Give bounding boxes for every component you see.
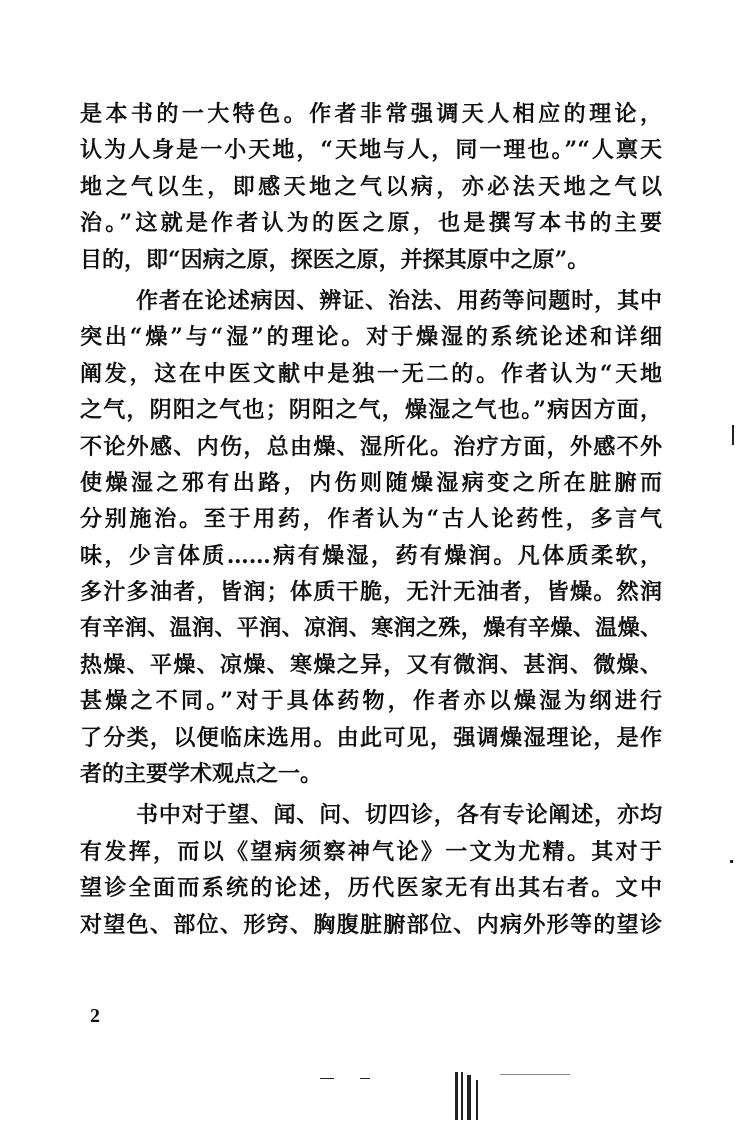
text-line: 望诊全面而系统的论述，历代医家无有出其右者。文中: [80, 875, 662, 902]
paragraph-2: [80, 283, 662, 792]
text-line: 目的，即“因病之原，探医之原，并探其原中之原”。: [80, 246, 590, 273]
text-line: 多汁多油者，皆润；体质干脆，无汁无油者，皆燥。然润: [80, 579, 662, 606]
page-number: 2: [90, 1005, 100, 1027]
text-line: 是本书的一大特色。作者非常强调天人相应的理论，: [80, 101, 662, 127]
text-line: 阐发，这在中医文献中是独一无二的。作者认为“天地: [80, 360, 662, 387]
text-line: 使燥湿之邪有出路，内伤则随燥湿病变之所在脏腑而: [80, 469, 662, 496]
text-line: 了分类，以便临床选用。由此可见，强调燥湿理论，是作: [80, 724, 662, 751]
text-line: 者的主要学术观点之一。: [80, 761, 323, 788]
text-line: 作者在论述病因、辨证、治法、用药等问题时，其中: [136, 287, 662, 314]
text-line: 热燥、平燥、凉燥、寒燥之异，又有微润、甚润、微燥、: [80, 651, 662, 678]
paragraph-3: [80, 797, 662, 943]
text-line: 书中对于望、闻、问、切四诊，各有专论阐述，亦均: [136, 802, 662, 829]
text-line: 突出“燥”与“湿”的理论。对于燥湿的系统论述和详细: [80, 324, 662, 351]
text-line: 认为人身是一小天地，“天地与人，同一理也。”“人禀天: [80, 137, 662, 164]
body-text: [80, 96, 662, 943]
text-line: 治。”这就是作者认为的医之原，也是撰写本书的主要: [80, 210, 662, 237]
paragraph-1: [80, 96, 662, 278]
text-line: 分别施治。至于用药，作者认为“古人论药性，多言气: [80, 506, 662, 533]
text-line: 味，少言体质……病有燥湿，药有燥润。凡体质柔软，: [80, 542, 662, 569]
text-line: 甚燥之不同。”对于具体药物，作者亦以燥湿为纲进行: [80, 688, 662, 715]
text-line: 地之气以生，即感天地之气以病，亦必法天地之气以: [80, 173, 662, 200]
text-line: 有发挥，而以《望病须察神气论》一文为尤精。其对于: [80, 838, 662, 865]
text-line: 之气，阴阳之气也；阴阳之气，燥湿之气也。”病因方面，: [80, 397, 662, 424]
text-line: 对望色、部位、形窍、胸腹脏腑部位、内病外形等的望诊: [80, 911, 662, 938]
text-line: 不论外感、内伤，总由燥、湿所化。治疗方面，外感不外: [80, 433, 662, 460]
text-line: 有辛润、温润、平润、凉润、寒润之殊，燥有辛燥、温燥、: [80, 615, 662, 642]
